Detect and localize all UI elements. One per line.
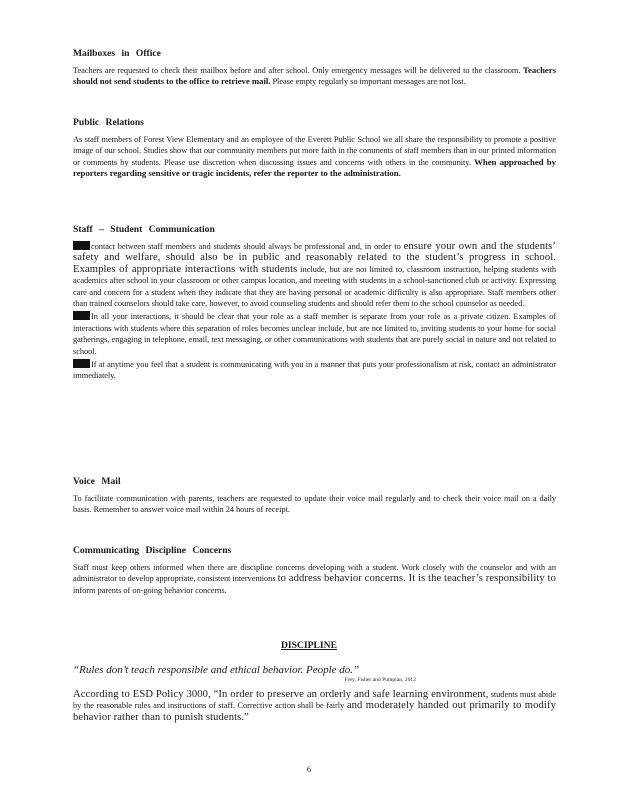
section-body: Staff must keep others informed when there are discipline concerns developing with a student. Work closely with the counselor and with an administrator to develop appropriate, consistent interventions to address behavior concerns. It is the teacher’s responsibility to inform parents of on-going behavior concerns. bbox=[73, 563, 557, 595]
bullet-paragraph: If at anytime you feel that a student is communicating with you in a manner that puts your professionalism at risk, contact an administrator immediately. bbox=[73, 360, 556, 381]
page-number: 6 bbox=[306, 764, 312, 774]
section-staff-student bbox=[73, 224, 556, 382]
discipline-quote: “Rules don’t teach responsible and ethical behavior. People do.” bbox=[73, 664, 360, 676]
section-heading: Communicating Discipline Concerns bbox=[73, 545, 232, 556]
section-heading: Staff – Student Communication bbox=[73, 224, 215, 235]
section-heading: Voice Mail bbox=[73, 476, 121, 487]
bullet-paragraph: contact between staff members and students should always be professional and, in order to ensure your own and the students’ safety and welfare, should also be in public and reasonably related to the student’s progress in school. Examples of appropriate interactions with students include, but are not limited to, classroom instruction, helping students with academics after school in your classroom or other campus location, and meeting with students in a school-sanctioned club or activity. Expressing care and concern for a student when they indicate that they are having personal or academic difficulty is also appropriate. Staff members other than trained counselors should take care, however, to avoid counseling students and should refer them to the school counselor as needed. bbox=[73, 241, 557, 309]
redaction-mark bbox=[73, 359, 90, 368]
section-body: According to ESD Policy 3000, “In order to preserve an orderly and safe learning environment, students must abide by the reasonable rules and instructions of staff. Corrective action shall be fairly and moderately handed out primarily to modify behavior rather than to punish students.” bbox=[73, 689, 557, 723]
section-heading: Public Relations bbox=[73, 117, 144, 128]
section-public-relations bbox=[73, 117, 556, 180]
bold-instruction: When approached by reporters regarding sensitive or tragic incidents, refer the reporter to the administration. bbox=[73, 156, 557, 179]
section-mailboxes bbox=[73, 48, 556, 88]
quote-attribution: Frey, Fisher and Pumpian, 2012 bbox=[344, 677, 416, 683]
section-body: To facilitate communication with parents, teachers are requested to update their voice mail regularly and to check their voice mail on a daily basis. Remember to answer voice mail within 24 hours of receipt. bbox=[73, 494, 556, 515]
section-voice-mail bbox=[73, 476, 556, 516]
section-discipline bbox=[73, 664, 556, 723]
redaction-mark bbox=[73, 241, 90, 250]
discipline-title: DISCIPLINE bbox=[281, 640, 337, 651]
section-body: As staff members of Forest View Elementary and an employee of the Everett Public School we all share the responsibility to promote a positive image of our school. Studies show that our community members put more faith in the comments of staff members than in our printed information or comments by students. Please use discretion when discussing issues and concerns with others in the community. When approached by reporters regarding sensitive or tragic incidents, refer the reporter to the administration. bbox=[73, 135, 557, 179]
section-discipline-concerns bbox=[73, 545, 556, 596]
section-body: Teachers are requested to check their mailbox before and after school. Only emergency messages will be delivered to the classroom. Teachers should not send students to the office to retrieve mail. Please empty regularly so important messages are not lost. bbox=[73, 65, 556, 87]
section-heading: Mailboxes in Office bbox=[73, 48, 161, 59]
bullet-paragraph: In all your interactions, it should be clear that your role as a staff member is separate from your role as a private citizen. Examples of interactions with students where this separation of roles becomes unclear include, but are not limited to, inviting students to your home for social gatherings, engaging in telephone, email, text messaging, or other communications with students that are purely social in nature and not related to school. bbox=[73, 312, 556, 356]
bold-instruction: Teachers should not send students to the office to retrieve mail. bbox=[73, 65, 556, 87]
redaction-mark bbox=[73, 311, 90, 320]
